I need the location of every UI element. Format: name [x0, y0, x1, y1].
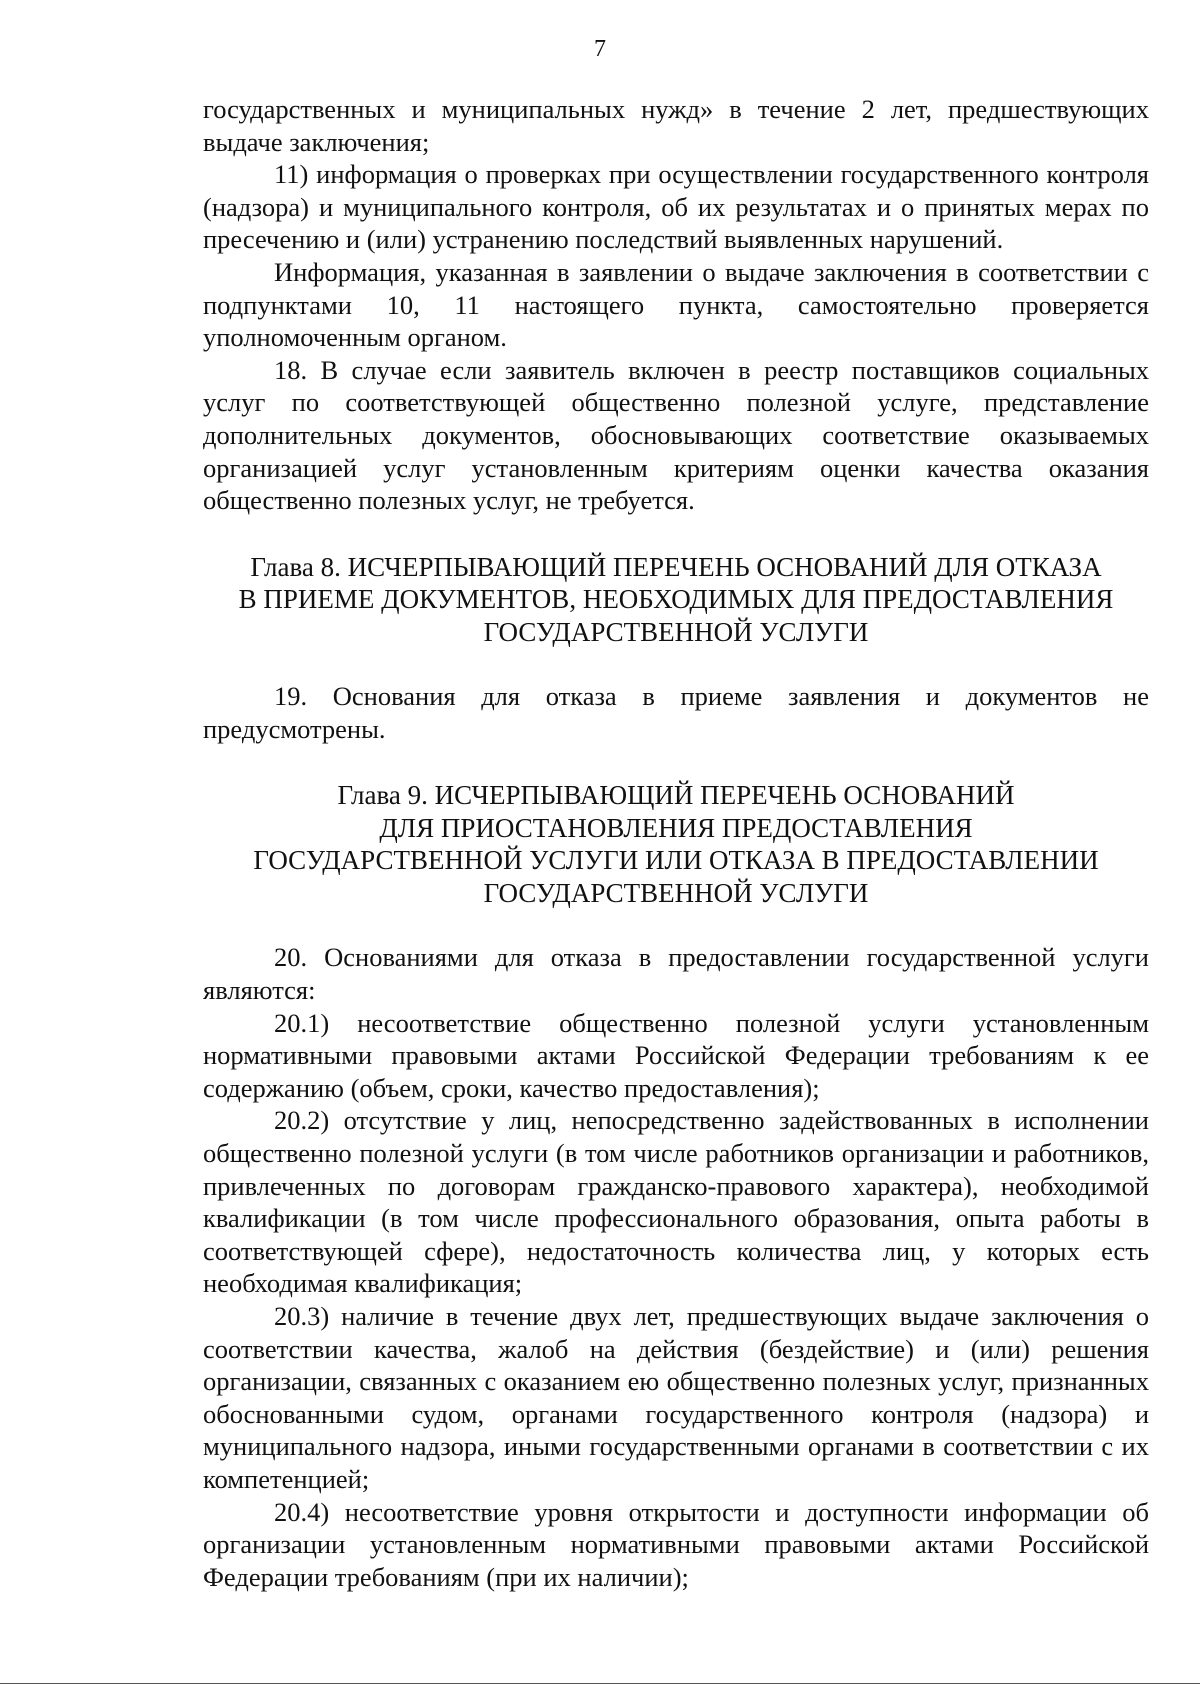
chapter-9-heading-line: ГОСУДАРСТВЕННОЙ УСЛУГИ ИЛИ ОТКАЗА В ПРЕДОСТАВЛЕНИИ: [253, 845, 1099, 876]
paragraph-item-11: 11) информация о проверках при осуществлении государственного контроля (надзора) и муниципального контроля, об их результатах и о принятых мерах по пресечению и (или) устранению последствий выявленных нарушений.: [203, 159, 1149, 255]
paragraph-20-2: 20.2) отсутствие у лиц, непосредственно задействованных в исполнении общественно полезной услуги (в том числе работников организации и работников, привлеченных по договорам гражданско-правового характера), необходимой квалификации (в том числе профессионального образования, опыта работы в соответствующей сфере), недостаточность количества лиц, у которых есть необходимая квалификация;: [203, 1105, 1149, 1299]
chapter-8-heading: [203, 551, 1149, 649]
chapter-9-heading-line: ДЛЯ ПРИОСТАНОВЛЕНИЯ ПРЕДОСТАВЛЕНИЯ: [379, 812, 973, 843]
paragraph-20-1: 20.1) несоответствие общественно полезной услуги установленным нормативными правовыми актами Российской Федерации требованиям к ее содержанию (объем, сроки, качество предоставления);: [203, 1007, 1149, 1103]
chapter-8-heading-line: Глава 8. ИСЧЕРПЫВАЮЩИЙ ПЕРЕЧЕНЬ ОСНОВАНИЙ ДЛЯ ОТКАЗА: [250, 551, 1102, 582]
page-number: 7: [594, 36, 606, 62]
paragraph-19: 19. Основания для отказа в приеме заявления и документов не предусмотрены.: [203, 681, 1149, 744]
paragraph-continuation: государственных и муниципальных нужд» в течение 2 лет, предшествующих выдаче заключения;: [203, 94, 1149, 157]
chapter-9-heading: [203, 779, 1149, 909]
paragraph-20: 20. Основаниями для отказа в предоставлении государственной услуги являются:: [203, 942, 1149, 1005]
paragraph-18: 18. В случае если заявитель включен в реестр поставщиков социальных услуг по соответствующей общественно полезной услуге, представление дополнительных документов, обосновывающих соответствие оказываемых организацией услуг установленным критериям оценки качества оказания общественно полезных услуг, не требуется.: [203, 354, 1149, 516]
bottom-scan-edge: [0, 1683, 1200, 1684]
paragraph-info-note: Информация, указанная в заявлении о выдаче заключения в соответствии с подпунктами 10, 11 настоящего пункта, самостоятельно проверяется уполномоченным органом.: [203, 256, 1149, 353]
chapter-8-heading-line: В ПРИЕМЕ ДОКУМЕНТОВ, НЕОБХОДИМЫХ ДЛЯ ПРЕДОСТАВЛЕНИЯ: [238, 584, 1114, 615]
paragraph-20-3: 20.3) наличие в течение двух лет, предшествующих выдаче заключения о соответствии качества, жалоб на действия (бездействие) и (или) решения организации, связанных с оказанием ею общественно полезных услуг, признанных обоснованными судом, органами государственного контроля (надзора) и муниципального надзора, иными государственными органами в соответствии с их компетенцией;: [203, 1300, 1149, 1494]
chapter-9-heading-line: Глава 9. ИСЧЕРПЫВАЮЩИЙ ПЕРЕЧЕНЬ ОСНОВАНИЙ: [337, 780, 1015, 811]
paragraph-20-4: 20.4) несоответствие уровня открытости и доступности информации об организации установленным нормативными правовыми актами Российской Федерации требованиям (при их наличии);: [203, 1496, 1149, 1592]
chapter-9-heading-line: ГОСУДАРСТВЕННОЙ УСЛУГИ: [483, 877, 869, 908]
document-body: [203, 93, 1149, 1593]
chapter-8-heading-line: ГОСУДАРСТВЕННОЙ УСЛУГИ: [483, 616, 869, 647]
